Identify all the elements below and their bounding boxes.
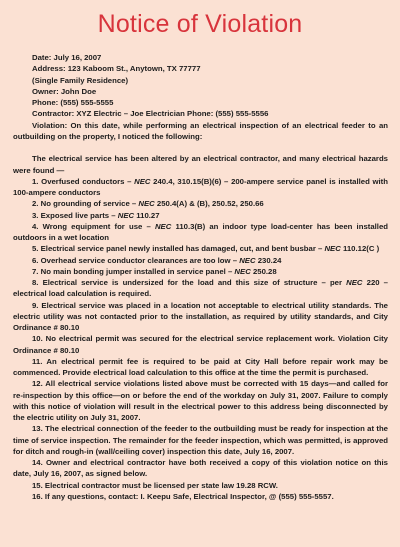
violation-text: 12. All electrical service violations listed above must be corrected with 15 days—and called for re-inspection by this office—on or before the end of the workday on July 31, 2007. Failure to comply with this notice of violation will result in the electrical power to this address being disconnected by the electric utility on July 31, 2007. bbox=[13, 379, 388, 422]
violation-text: 15. Electrical contractor must be licensed per state law 19.28 RCW. bbox=[32, 480, 278, 490]
violation-code-ref: 220 – electrical load calculation is required. bbox=[13, 278, 388, 299]
violation-item bbox=[13, 255, 388, 266]
violation-item bbox=[13, 423, 388, 457]
notice-residence-type: (Single Family Residence) bbox=[32, 75, 129, 85]
notice-hazards-intro: The electrical service has been altered by an electrical contractor, and many electrical hazards were found — bbox=[13, 154, 388, 175]
violation-item bbox=[13, 491, 388, 502]
notice-contractor: Contractor: XYZ Electric – Joe Electrician Phone: (555) 555-5556 bbox=[32, 109, 269, 119]
notice-body bbox=[13, 52, 388, 502]
violation-item bbox=[13, 243, 388, 254]
violation-text: 13. The electrical connection of the feeder to the outbuilding must be ready for inspection at the time of service inspection. The remainder for the feeder inspection, which was permitted, is approved for ditch and rough-in (wall/ceiling cover) inspection this date, July 16, 2007. bbox=[13, 424, 388, 456]
violation-text: 11. An electrical permit fee is required to be paid at City Hall before repair work may be commenced. Provide electrical load calculation to this office at the time the permit is purchased. bbox=[13, 356, 388, 377]
violation-code-ref: 230.24 bbox=[255, 255, 282, 265]
notice-address: Address: 123 Kaboom St., Anytown, TX 77777 bbox=[32, 64, 201, 74]
notice-date: Date: July 16, 2007 bbox=[32, 53, 102, 62]
notice-owner: Owner: John Doe bbox=[32, 86, 97, 96]
violation-text: 14. Owner and electrical contractor have both received a copy of this violation notice on this date, July 16, 2007, as signed below. bbox=[13, 458, 388, 479]
violation-list bbox=[13, 176, 388, 502]
violation-text: 1. Overfused conductors – bbox=[32, 176, 135, 186]
nec-code-label: NEC bbox=[346, 278, 363, 287]
violation-text: 2. No grounding of service – bbox=[32, 199, 139, 209]
violation-text: 3. Exposed live parts – bbox=[32, 210, 118, 220]
violation-code-ref: 250.4(A) & (B), 250.52, 250.66 bbox=[154, 199, 264, 209]
violation-text: 4. Wrong equipment for use – bbox=[32, 221, 155, 231]
violation-code-ref: 240.4, 310.15(B)(6) – 200-ampere service panel is installed with 100-ampere conductors bbox=[13, 176, 388, 197]
violation-item bbox=[13, 300, 388, 334]
nec-code-label: NEC bbox=[234, 266, 251, 276]
violation-item bbox=[13, 378, 388, 423]
violation-text: 8. Electrical service is undersized for the load and this size of structure – per bbox=[32, 278, 347, 287]
violation-item bbox=[13, 277, 388, 300]
notice-title: Notice of Violation bbox=[97, 10, 303, 38]
violation-text: 7. No main bonding jumper installed in service panel – bbox=[32, 266, 235, 276]
nec-code-label: NEC bbox=[154, 221, 172, 231]
violation-item bbox=[13, 333, 388, 356]
violation-code-ref: 110.12(C ) bbox=[340, 244, 380, 254]
nec-code-label: NEC bbox=[239, 255, 256, 265]
violation-item bbox=[13, 356, 388, 379]
notice-violation-intro: Violation: On this date, while performing an electrical inspection of an electrical feeder to an outbuilding on the property, I noticed the following: bbox=[13, 120, 388, 141]
violation-text: 16. If any questions, contact: I. Keepu Safe, Electrical Inspector, @ (555) 555-5557. bbox=[32, 491, 334, 501]
violation-code-ref: 110.27 bbox=[134, 210, 160, 220]
violation-code-ref: 250.28 bbox=[250, 266, 277, 276]
violation-text: 9. Electrical service was placed in a location not acceptable to electrical utility standards. The electric utility was not contacted prior to the installation, as required by utility standards, and City Ordinance # 80.10 bbox=[13, 300, 388, 332]
violation-item bbox=[13, 266, 388, 277]
notice-phone: Phone: (555) 555-5555 bbox=[32, 98, 114, 107]
nec-code-label: NEC bbox=[138, 199, 155, 209]
violation-item bbox=[13, 198, 388, 209]
nec-code-label: NEC bbox=[324, 244, 341, 254]
violation-item bbox=[13, 221, 388, 244]
violation-text: 6. Overhead service conductor clearances are too low – bbox=[32, 255, 240, 265]
violation-text: 5. Electrical service panel newly installed has damaged, cut, and bent busbar – bbox=[32, 244, 325, 254]
nec-code-label: NEC bbox=[117, 210, 135, 220]
violation-item bbox=[13, 480, 388, 491]
spacer bbox=[13, 142, 388, 153]
violation-item bbox=[13, 210, 388, 221]
nec-code-label: NEC bbox=[134, 176, 151, 186]
violation-text: 10. No electrical permit was secured for the electrical service replacement work. Violation City Ordinance # 80.10 bbox=[13, 334, 388, 355]
violation-item bbox=[13, 176, 388, 199]
violation-item bbox=[13, 457, 388, 480]
violation-code-ref: 110.3(B) an indoor type load-center has been installed outdoors in a wet location bbox=[13, 221, 389, 242]
